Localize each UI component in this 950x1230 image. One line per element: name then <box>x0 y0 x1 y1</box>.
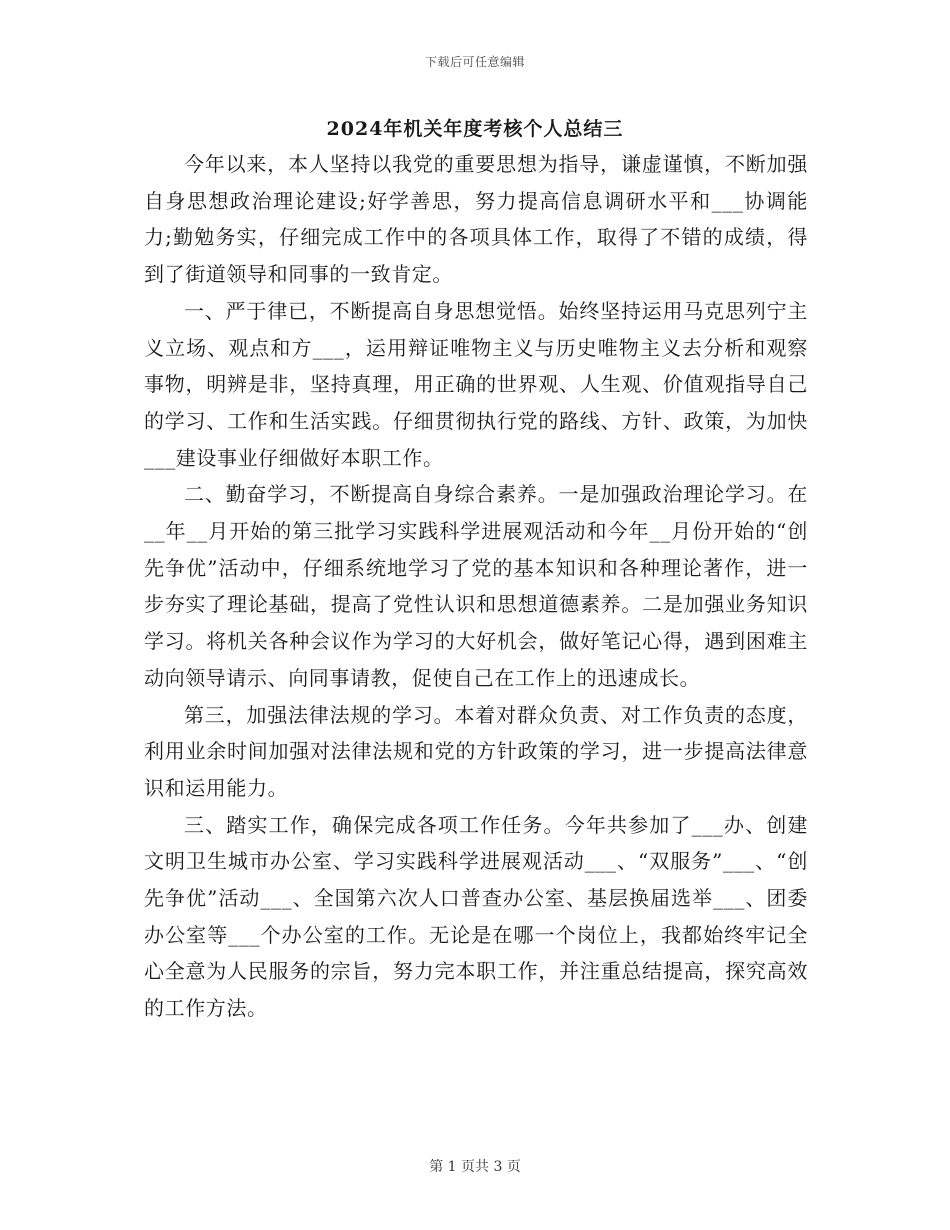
paragraph-law-study: 第三，加强法律法规的学习。本着对群众负责、对工作负责的态度，利用业余时间加强对法律法规和党的方针政策的学习，进一步提高法律意识和运用能力。 <box>144 702 808 800</box>
paragraph-study: 二、勤奋学习，不断提高自身综合素养。一是加强政治理论学习。在__年__月开始的第三批学习实践科学进展观活动和今年__月份开始的“创先争优”活动中，仔细系统地学习了党的基本知识和各种理论著作，进一步夯实了理论基础，提高了党性认识和思想道德素养。二是加强业务知识学习。将机关各种会议作为学习的大好机会，做好笔记心得，遇到困难主动向领导请示、向同事请教，促使自己在工作上的迅速成长。 <box>144 482 808 690</box>
page-number: 第 1 页共 3 页 <box>429 1159 521 1175</box>
page-header-note: 下载后可任意编辑 <box>424 55 525 69</box>
paragraph-work: 三、踏实工作，确保完成各项工作任务。今年共参加了___办、创建文明卫生城市办公室、学习实践科学进展观活动___、“双服务”___、“创先争优”活动___、全国第六次人口普查办公室、基层换届选举___、团委办公室等___个办公室的工作。无论是在哪一个岗位上，我都始终牢记全心全意为人民服务的宗旨，努力完本职工作，并注重总结提高，探究高效的工作方法。 <box>144 812 808 1021</box>
paragraph-intro: 今年以来，本人坚持以我党的重要思想为指导，谦虚谨慎，不断加强自身思想政治理论建设;好学善思，努力提高信息调研水平和___协调能力;勤勉务实，仔细完成工作中的各项具体工作，取得了不错的成绩，得到了街道领导和同事的一致肯定。 <box>144 152 808 287</box>
document-title: 2024年机关年度考核个人总结三 <box>326 118 624 140</box>
paragraph-self-discipline: 一、严于律已，不断提高自身思想觉悟。始终坚持运用马克思列宁主义立场、观点和方___，运用辩证唯物主义与历史唯物主义去分析和观察事物，明辨是非，坚持真理，用正确的世界观、人生观、价值观指导自己的学习、工作和生活实践。仔细贯彻执行党的路线、方针、政策，为加快___建设事业仔细做好本职工作。 <box>144 298 808 470</box>
document-body <box>144 146 808 1027</box>
